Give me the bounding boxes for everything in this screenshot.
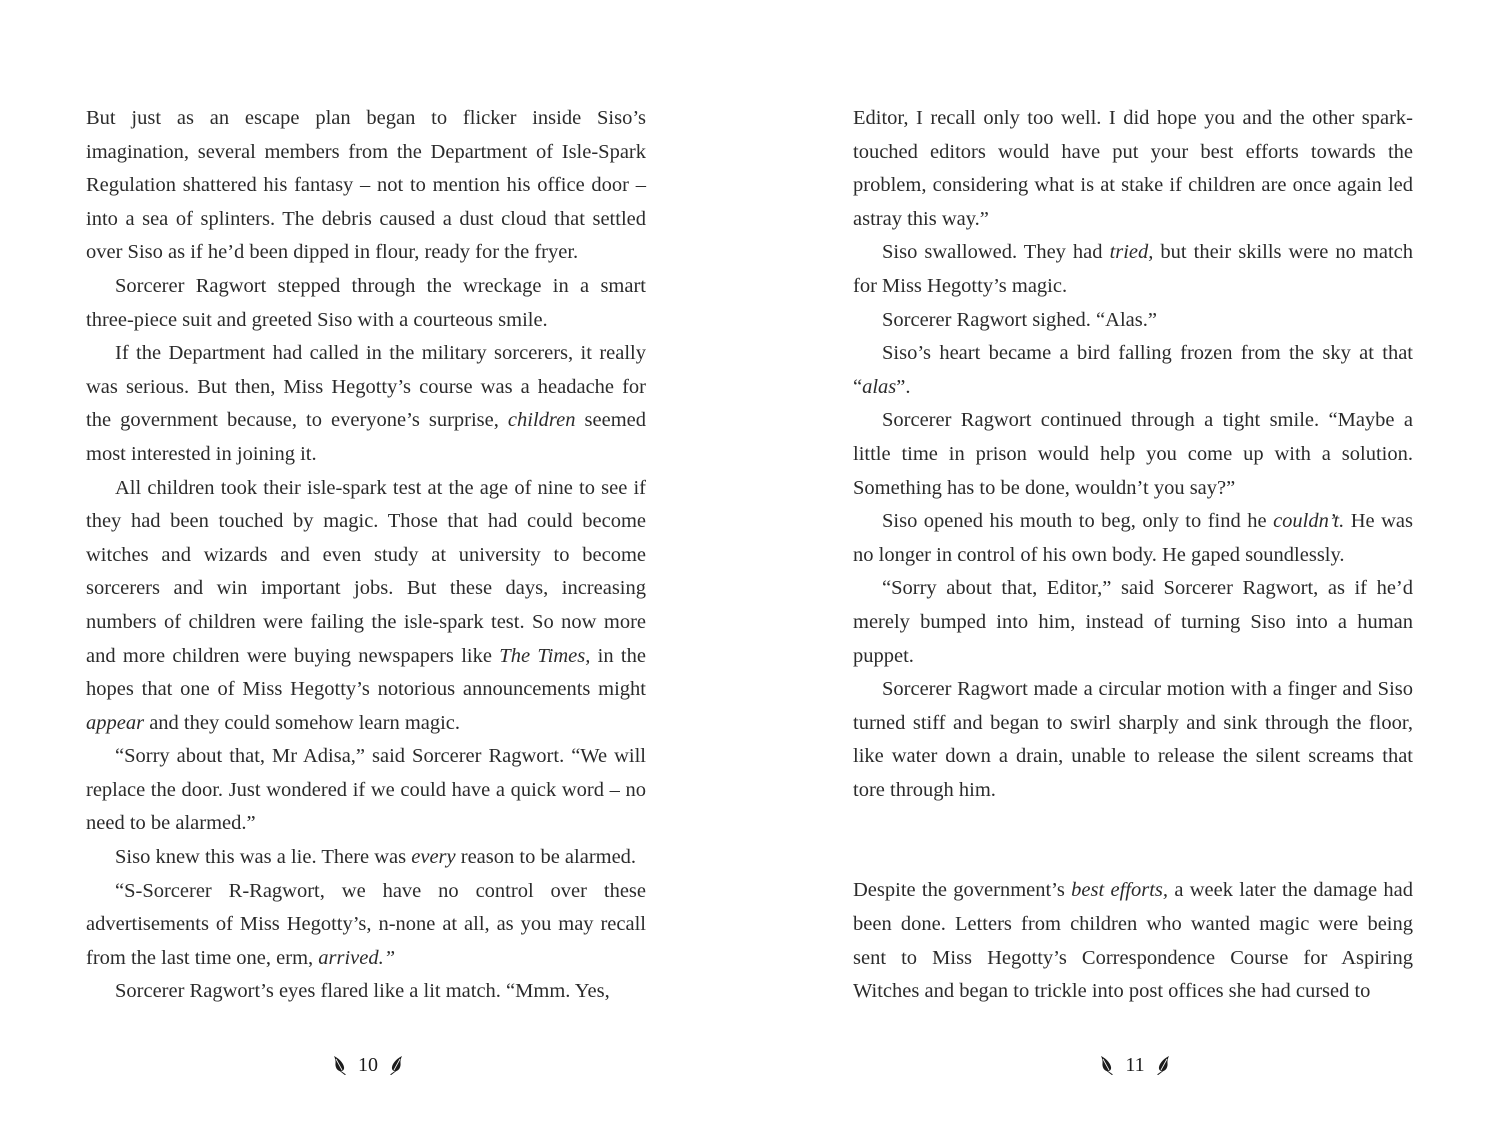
- paragraph: Sorcerer Ragwort sighed. “Alas.”: [882, 308, 1157, 331]
- page-number-right: [1055, 1050, 1215, 1080]
- italic-text: alas: [862, 375, 897, 398]
- paragraph: “Sorry about that, Mr Adisa,” said Sorcerer Ragwort. “We will replace the door. Just wondered if we could have a quick word – no need to be alarmed.”: [86, 745, 646, 835]
- feather-icon: [1099, 1055, 1115, 1075]
- paragraph: “Sorry about that, Editor,” said Sorcerer Ragwort, as if he’d merely bumped into him, instead of turning Siso into a human puppet.: [853, 577, 1413, 667]
- paragraph: Editor, I recall only too well. I did hope you and the other spark-touched editors would have put your best efforts towards the problem, considering what is at stake if children are once again led astray this way.”: [853, 107, 1413, 230]
- page-number: 11: [1125, 1053, 1145, 1076]
- paragraph: Siso swallowed. They had tried, but their skills were no match for Miss Hegotty’s magic.: [853, 241, 1413, 297]
- italic-text: tried,: [1109, 241, 1154, 264]
- paragraph: Siso knew this was a lie. There was every reason to be alarmed.: [115, 846, 637, 869]
- feather-icon: [332, 1055, 348, 1075]
- italic-text: every: [411, 846, 456, 869]
- italic-text: children: [507, 409, 576, 432]
- paragraph: If the Department had called in the military sorcerers, it really was serious. But then, Miss Hegotty’s course was a headache for the government because, to everyone’s surprise, children seemed most interested in joining it.: [86, 342, 646, 465]
- section-start-paragraph: Despite the government’s best efforts, a week later the damage had been done. Letters from children who wanted magic were being sent to Miss Hegotty’s Correspondence Course for Aspiring Witches and began to trickle into post offices she had cursed to: [853, 879, 1413, 1003]
- paragraph: Siso’s heart became a bird falling frozen from the sky at that “alas”.: [853, 342, 1413, 398]
- paragraph: Siso opened his mouth to beg, only to find he couldn’t. He was no longer in control of his own body. He gaped soundlessly.: [853, 510, 1413, 566]
- paragraph: All children took their isle-spark test at the age of nine to see if they had been touched by magic. Those that had could become witches and wizards and even study at university to become sorcerers and win important jobs. But these days, increasing numbers of children were failing the isle-spark test. So now more and more children were buying newspapers like The Times, in the hopes that one of Miss Hegotty’s notorious announcements might appear and they could somehow learn magic.: [86, 476, 646, 734]
- paragraph: Sorcerer Ragwort stepped through the wreckage in a smart three-piece suit and greeted Siso with a courteous smile.: [86, 274, 646, 331]
- italic-text: arrived.”: [318, 946, 396, 969]
- italic-text: best efforts,: [1071, 879, 1169, 902]
- italic-text: The Times,: [499, 644, 591, 667]
- italic-text: couldn’t.: [1273, 510, 1345, 533]
- page-number-left: [288, 1050, 448, 1080]
- italic-text: appear: [86, 711, 145, 734]
- feather-icon: [1155, 1055, 1171, 1075]
- feather-icon: [388, 1055, 404, 1075]
- page-number: 10: [358, 1053, 378, 1076]
- paragraph: Sorcerer Ragwort’s eyes flared like a lit match. “Mmm. Yes,: [115, 980, 610, 1003]
- paragraph: But just as an escape plan began to flicker inside Siso’s imagination, several members from the Department of Isle-Spark Regulation shattered his fantasy – not to mention his office door – into a sea of splinters. The debris caused a dust cloud that settled over Siso as if he’d been dipped in flour, ready for the fryer.: [86, 107, 646, 264]
- paragraph: “S-Sorcerer R-Ragwort, we have no control over these advertisements of Miss Hegotty’s, n-none at all, as you may recall from the last time one, erm, arrived.”: [86, 879, 646, 969]
- left-page: [86, 102, 646, 1009]
- right-page: [853, 102, 1413, 1009]
- paragraph: Sorcerer Ragwort continued through a tight smile. “Maybe a little time in prison would help you come up with a solution. Something has to be done, wouldn’t you say?”: [853, 409, 1413, 499]
- paragraph: Sorcerer Ragwort made a circular motion with a finger and Siso turned stiff and began to swirl sharply and sink through the floor, like water down a drain, unable to release the silent screams that tore through him.: [853, 678, 1413, 801]
